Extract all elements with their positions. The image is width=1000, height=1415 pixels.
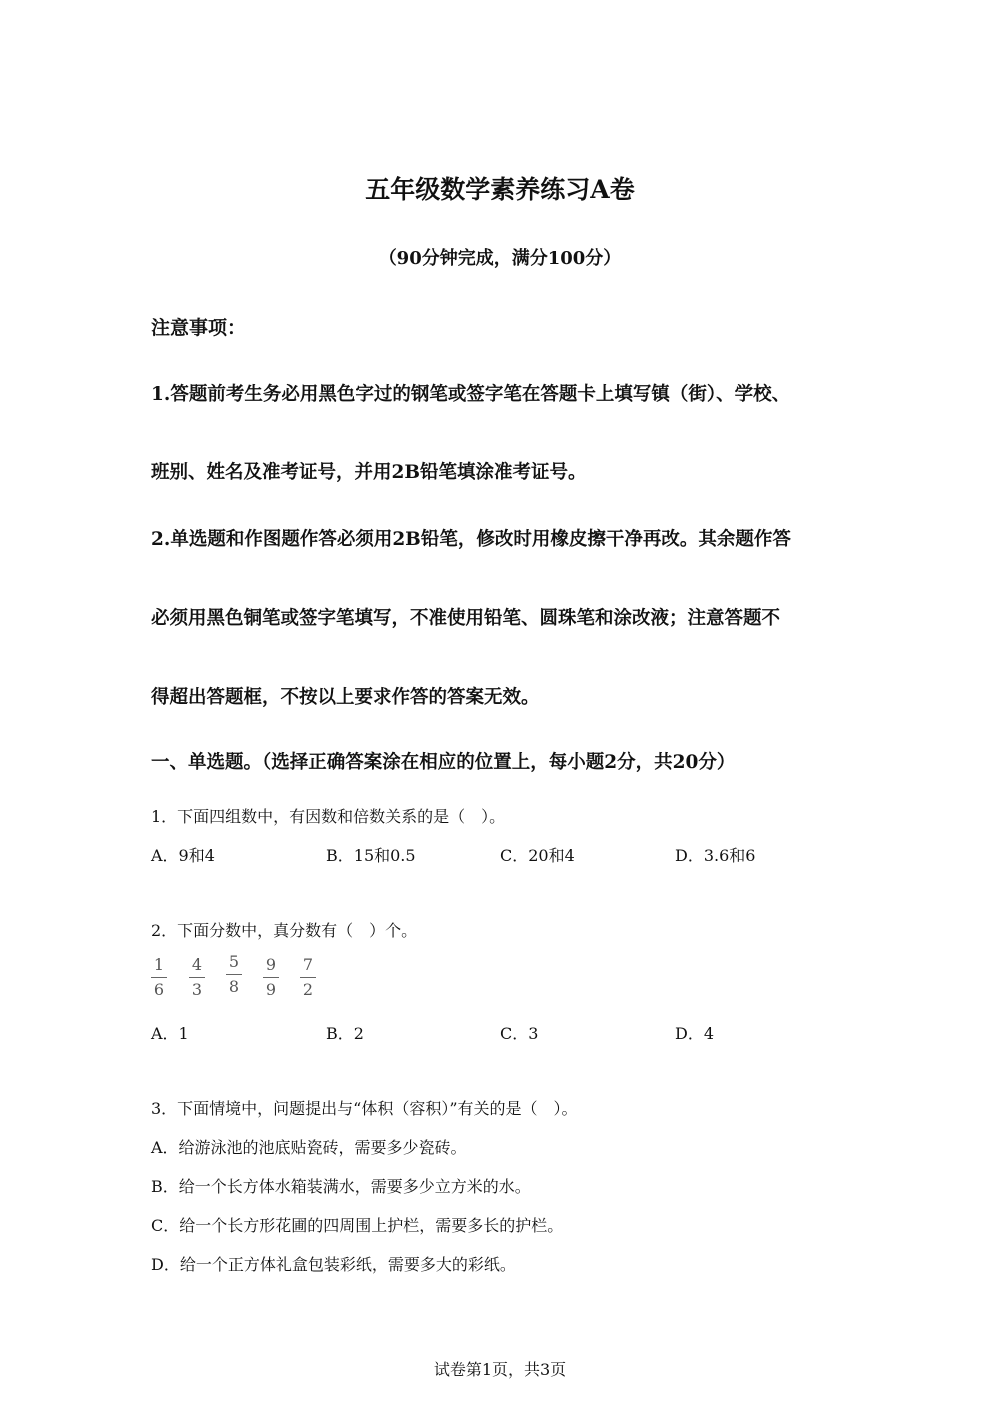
fraction-bar [226,974,242,975]
question-stem: 3．下面情境中，问题提出与“体积（容积）”有关的是（ ）。 [151,1099,578,1118]
option-b: B．给一个长方体水箱装满水，需要多少立方米的水。 [151,1177,531,1196]
notice-line: 得超出答题框，不按以上要求作答的答案无效。 [151,687,540,708]
option-a: A．1 [151,1024,189,1043]
question-stem: 2．下面分数中，真分数有（ ）个。 [151,921,418,940]
fraction [297,955,319,1000]
fraction-denominator: 3 [191,980,203,999]
fraction-denominator: 9 [265,980,277,999]
page-footer: 试卷第1页，共3页 [433,1360,567,1379]
option-b: B．15和0.5 [326,846,416,865]
fraction-numerator: 1 [153,955,165,974]
notice-line: 必须用黑色铜笔或签字笔填写，不准使用铅笔、圆珠笔和涂改液；注意答题不 [151,608,781,629]
notice-line: 1.答题前考生务必用黑色字过的钢笔或签字笔在答题卡上填写镇（街）、学校、 [151,384,791,405]
fraction [186,955,208,1000]
notice-heading: 注意事项： [151,317,247,339]
fraction-bar [151,977,167,978]
option-c: C．给一个长方形花圃的四周围上护栏，需要多长的护栏。 [151,1216,564,1235]
fraction-bar [189,977,205,978]
page-subtitle: （90分钟完成，满分100分） [378,248,622,269]
fraction-bar [300,977,316,978]
option-a: A．给游泳池的池底贴瓷砖，需要多少瓷砖。 [151,1138,467,1157]
fraction [223,952,245,997]
fraction-numerator: 9 [265,955,277,974]
fraction-bar [263,977,279,978]
notice-line: 班别、姓名及准考证号，并用2B铅笔填涂准考证号。 [151,462,587,483]
fraction-numerator: 4 [191,955,203,974]
page-title: 五年级数学素养练习A卷 [365,175,635,204]
option-b: B．2 [326,1024,364,1043]
option-d: D．给一个正方体礼盒包装彩纸，需要多大的彩纸。 [151,1255,516,1274]
fraction-denominator: 8 [228,977,240,996]
option-c: C．20和4 [500,846,575,865]
option-a: A．9和4 [151,846,215,865]
fraction [260,955,282,1000]
option-c: C．3 [500,1024,539,1043]
fraction-denominator: 6 [153,980,165,999]
notice-line: 2.单选题和作图题作答必须用2B铅笔，修改时用橡皮擦干净再改。其余题作答 [151,529,791,550]
option-d: D．4 [675,1024,715,1043]
fraction-numerator: 7 [302,955,314,974]
option-d: D．3.6和6 [675,846,756,865]
fraction-numerator: 5 [228,952,240,971]
question-stem: 1．下面四组数中，有因数和倍数关系的是（ ）。 [151,807,506,826]
fraction-denominator: 2 [302,980,314,999]
fraction [148,955,170,1000]
section-title: 一、单选题。（选择正确答案涂在相应的位置上，每小题2分，共20分） [151,752,736,773]
